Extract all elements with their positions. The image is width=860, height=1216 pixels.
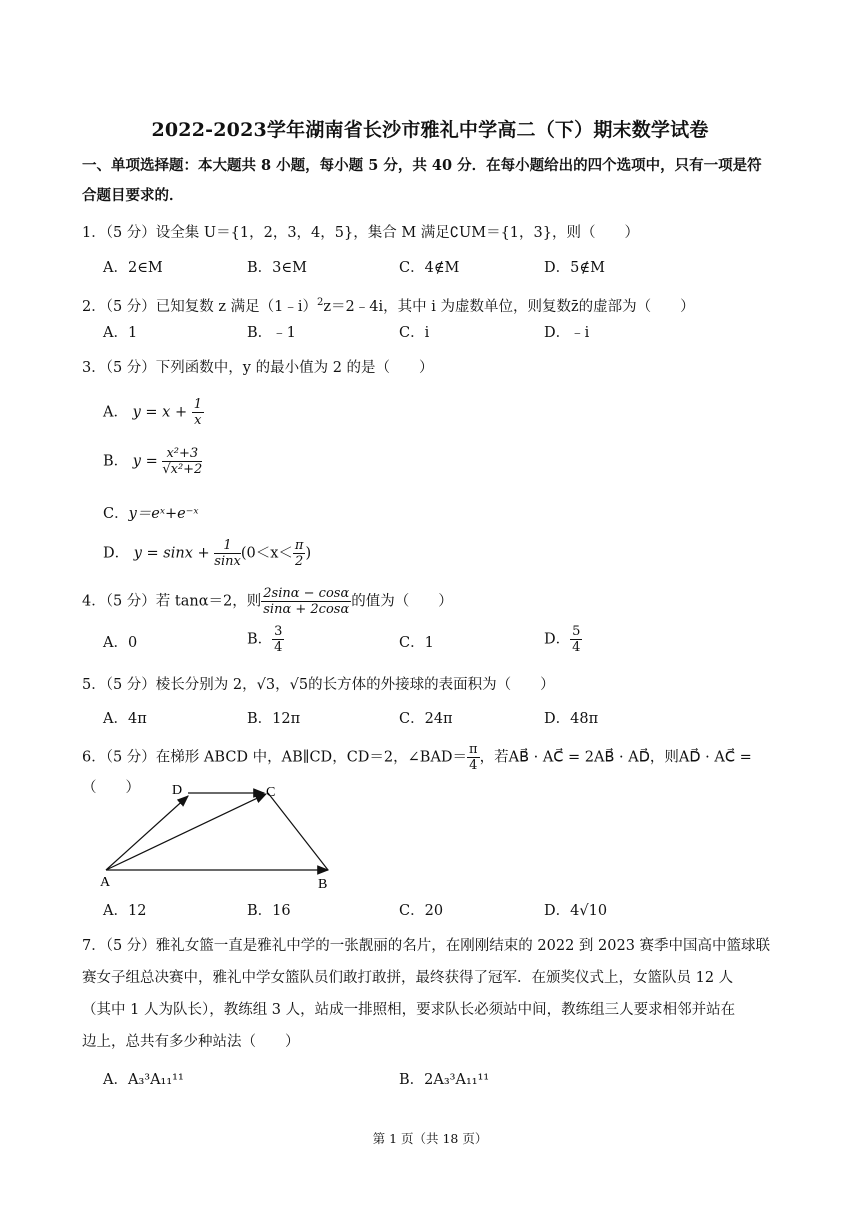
q3-b-fraction: $\frac{\text{x²+3}}{\text{√x²+2}}$ [162,446,203,477]
label-b: B [318,877,328,890]
q1-option-d: D．5∉M [544,260,605,276]
vector-ad [106,796,188,870]
question-3-stem: 3．（5 分）下列函数中，y 的最小值为 2 的是（ ） [82,360,434,376]
q1-option-c: C．4∉M [399,260,460,276]
segment-cb [268,793,328,870]
q3-option-d: D． y = sinx + $\frac{1}{\sin x}$ (0＜x＜ $\frac{\pi}{2}$ ) [103,538,312,569]
q2-option-c: C．i [399,325,430,341]
q7-option-b: B．2A₃³A₁₁¹¹ [399,1072,490,1088]
q4-option-d: D． $\frac{5}{4}$ [544,624,581,655]
question-2-stem [82,288,787,322]
q4-option-a: A．0 [103,635,138,651]
q3-option-c: C．y＝eˣ+e⁻ˣ [103,506,199,522]
q1-option-b: B．3∈M [247,260,307,276]
question-5-stem: 5．（5 分）棱长分别为 2，√3，√5的长方体的外接球的表面积为（ ） [82,677,555,693]
q2-option-b: B．﹣1 [247,325,296,341]
q2-stem-part2: z＝2﹣4i，其中 i 为虚数单位，则复数z̄的虚部为（ ） [323,298,695,315]
trapezoid-figure [98,778,348,890]
section-heading-line2: 合题目要求的． [82,187,184,204]
q5-option-d: D．48π [544,711,599,727]
label-c: C [266,785,276,800]
question-1-stem: 1．（5 分）设全集 U＝{1，2，3，4，5}，集合 M 满足∁UM＝{1，3}，则（ ） [82,225,639,241]
q6-option-b: B．16 [247,903,291,919]
question-7-line4: 边上，总共有多少种站法（ ） [82,1034,300,1050]
q3-d-condition-fraction: $\frac{\pi}{2}$ [294,538,304,569]
q2-option-d: D．﹣i [544,325,590,341]
question-7-line3: （其中 1 人为队长），教练组 3 人，站成一排照相，要求队长必须站中间，教练组三人要求相邻并站在 [82,1002,736,1018]
q3-d-fraction: $\frac{1}{\sin x}$ [214,538,241,569]
label-a: A [100,875,111,890]
question-6-stem: 6．（5 分）在梯形 ABCD 中，AB∥CD，CD＝2，∠BAD＝ $\frac{\pi}{4}$ ，若AB⃗ · AC⃗ = 2AB⃗ · AD⃗，则AD⃗ · AC⃗ =（ ） [82,742,752,796]
q5-option-a: A．4π [103,711,147,727]
q6-option-d: D．4√10 [544,903,608,919]
label-d: D [172,783,183,798]
q2-stem-part1: 2．（5 分）已知复数 z 满足（1﹣i） [82,298,318,315]
page-footer: 第 1 页（共 18 页） [372,1131,488,1146]
q2-stem-superscript: 2 [317,297,324,308]
section-heading-line1: 一、单项选择题：本大题共 8 小题，每小题 5 分，共 40 分．在每小题给出的四个选项中，只有一项是符 [82,157,762,174]
question-7-line2: 赛女子组总决赛中，雅礼中学女篮队员们敢打敢拼，最终获得了冠军．在颁奖仪式上，女篮队员 12 人 [82,970,734,986]
q4-option-c: C．1 [399,635,434,651]
q5-option-b: B．12π [247,711,301,727]
q3-a-fraction: $\frac{1}{x}$ [193,397,202,428]
q6-option-c: C．20 [399,903,444,919]
question-4-stem: 4．（5 分）若 tanα＝2，则 $\frac{2\sin\alpha - \cos\alpha}{\sin\alpha + 2\cos\alpha}$ 的值为（ ） [82,586,453,617]
q2-option-a: A．1 [103,325,138,341]
q6-option-a: A．12 [103,903,147,919]
q3-option-b: B． y = $\frac{\text{x²+3}}{\text{√x²+2}}$ [103,446,203,477]
q1-option-a: A．2∈M [103,260,163,276]
vector-ac [106,794,266,870]
q7-option-a: A．A₃³A₁₁¹¹ [103,1072,184,1088]
q6-angle-fraction: $\frac{\pi}{4}$ [469,742,478,773]
q4-option-b: B． $\frac{3}{4}$ [247,624,283,655]
q4-fraction: $\frac{2\sin\alpha - \cos\alpha}{\sin\alpha + 2\cos\alpha}$ [263,586,350,617]
q5-option-c: C．24π [399,711,453,727]
question-7-line1: 7．（5 分）雅礼女篮一直是雅礼中学的一张靓丽的名片，在刚刚结束的 2022 到 2023 赛季中国高中篮球联 [82,938,771,954]
q3-option-a: A． y = x + $\frac{1}{x}$ [103,397,202,428]
page-title: 2022-2023学年湖南省长沙市雅礼中学高二（下）期末数学试卷 [151,119,709,141]
